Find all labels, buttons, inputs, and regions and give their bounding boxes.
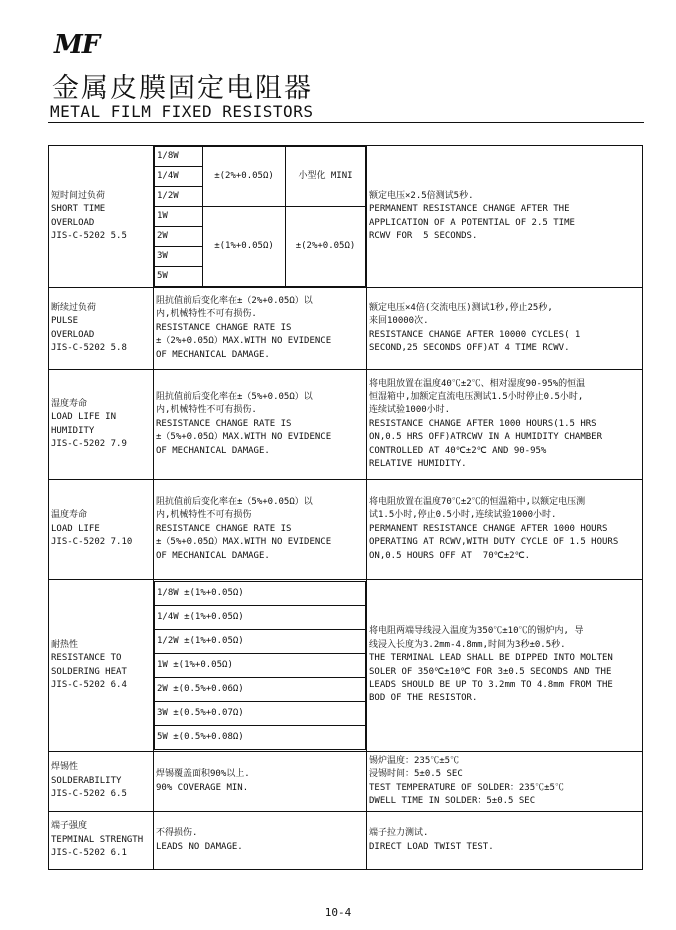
requirement-text: ±（5%+0.05Ω）MAX.WITH NO EVIDENCE xyxy=(156,537,332,548)
test-name-cn: 端子强度 xyxy=(51,821,88,832)
requirement-text: 90% COVERAGE MIN. xyxy=(156,782,249,793)
condition-text: BOD OF THE RESISTOR. xyxy=(369,693,478,704)
condition-text: RELATIVE HUMIDITY. xyxy=(369,459,467,470)
condition-text: 将电阻放置在温度70℃±2℃的恒温箱中,以额定电压测 xyxy=(369,496,586,507)
condition-text: PERMANENT RESISTANCE CHANGE AFTER 1000 HOURS xyxy=(369,523,608,534)
test-name-en: LOAD LIFE IN xyxy=(51,412,117,423)
table-row xyxy=(49,752,643,812)
test-name-cn: 耐热性 xyxy=(51,639,79,650)
condition-text: 恒湿箱中,加额定直流电压测试1.5小时停止0.5小时, xyxy=(369,391,584,402)
condition-text: DIRECT LOAD TWIST TEST. xyxy=(369,841,494,852)
requirement-text: 内,机械特性不可有损伤. xyxy=(156,309,257,320)
wattage-label: 5W xyxy=(155,267,203,287)
wattage-grid xyxy=(154,146,366,287)
requirement-text: ±（2%+0.05Ω）MAX.WITH NO EVIDENCE xyxy=(156,336,332,347)
test-name-cell xyxy=(49,812,154,870)
test-name-en: SOLDERABILITY xyxy=(51,775,122,786)
table-row xyxy=(49,480,643,580)
condition-text: RESISTANCE CHANGE AFTER 1000 HOURS(1.5 HRS xyxy=(369,418,597,429)
condition-cell xyxy=(367,480,643,580)
requirement-text: 阻抗值前后变化率在±（2%+0.05Ω）以 xyxy=(156,295,313,306)
tolerance-value: ±(1%+0.05Ω) xyxy=(203,207,286,287)
requirement-text: 内,机械特性不可有损伤. xyxy=(156,405,257,416)
condition-text: 试1.5小时,停止0.5小时,连续试验1000小时. xyxy=(369,510,557,521)
test-name-en: SHORT TIME xyxy=(51,204,106,215)
wattage-tolerance-list xyxy=(154,581,366,750)
wattage-tolerance: 5W ±(0.5%+0.08Ω) xyxy=(155,726,366,750)
test-name-cn: 温度寿命 xyxy=(51,510,88,521)
requirement-text: LEADS NO DAMAGE. xyxy=(156,841,243,852)
brand-logo: MF xyxy=(54,30,100,60)
condition-text: 额定电压×2.5倍测试5秒. xyxy=(369,190,474,201)
table-row xyxy=(49,370,643,480)
tolerance-value-mini: ±(2%+0.05Ω) xyxy=(286,207,366,287)
requirement-cell xyxy=(154,288,367,370)
wattage-label: 1/4W xyxy=(155,167,203,187)
requirement-text: 内,机械特性不可有损伤 xyxy=(156,510,252,521)
condition-cell xyxy=(367,752,643,812)
test-name-cn: 短时间过负荷 xyxy=(51,190,106,201)
test-name-en: HUMIDITY xyxy=(51,425,95,436)
wattage-label: 3W xyxy=(155,247,203,267)
page-number: 10-4 xyxy=(324,906,352,919)
condition-text: 线浸入长度为3.2mm-4.8mm,时间为3秒±0.5秒. xyxy=(369,639,566,650)
wattage-label: 2W xyxy=(155,227,203,247)
test-name-cn: 湿度寿命 xyxy=(51,398,88,409)
size-label: 小型化 MINI xyxy=(286,147,366,207)
test-name-cell xyxy=(49,480,154,580)
wattage-tolerance: 1/8W ±(1%+0.05Ω) xyxy=(155,582,366,606)
condition-text: 将电阻两端导线浸入温度为350℃±10℃的锡炉内, 导 xyxy=(369,626,584,637)
condition-text: OPERATING AT RCWV,WITH DUTY CYCLE OF 1.5 HOURS xyxy=(369,537,619,548)
table-row xyxy=(49,812,643,870)
wattage-label: 1W xyxy=(155,207,203,227)
requirement-text: ±（5%+0.05Ω）MAX.WITH NO EVIDENCE xyxy=(156,432,332,443)
condition-text: SECOND,25 SECONDS OFF)AT 4 TIME RCWV. xyxy=(369,342,570,353)
wattage-tolerance: 3W ±(0.5%+0.07Ω) xyxy=(155,702,366,726)
test-name-cell xyxy=(49,370,154,480)
wattage-tolerance: 1W ±(1%+0.05Ω) xyxy=(155,654,366,678)
test-name-en: TEPMINAL STRENGTH xyxy=(51,834,144,845)
condition-text: 来回10000次. xyxy=(369,316,429,327)
requirement-text: 焊锡覆盖面积90%以上. xyxy=(156,769,250,780)
title-divider xyxy=(48,122,644,123)
standard-ref: JIS-C-5202 7.10 xyxy=(51,537,133,548)
test-name-cell xyxy=(49,146,154,288)
tolerance-value: ±(2%+0.05Ω) xyxy=(203,147,286,207)
test-name-en: OVERLOAD xyxy=(51,217,95,228)
requirement-text: 阻抗值前后变化率在±（5%+0.05Ω）以 xyxy=(156,391,313,402)
page-title-chinese: 金属皮膜固定电阻器 xyxy=(52,73,313,104)
requirement-cell xyxy=(154,752,367,812)
test-name-cn: 断续过负荷 xyxy=(51,302,97,313)
requirement-text: OF MECHANICAL DAMAGE. xyxy=(156,445,270,456)
wattage-tolerance: 2W ±(0.5%+0.06Ω) xyxy=(155,678,366,702)
standard-ref: JIS-C-5202 7.9 xyxy=(51,438,127,449)
spec-table xyxy=(48,145,643,870)
wattage-tolerance: 1/2W ±(1%+0.05Ω) xyxy=(155,630,366,654)
condition-text: 连续试验1000小时. xyxy=(369,405,451,416)
condition-text: 额定电压×4倍(交流电压)测试1秒,停止25秒, xyxy=(369,302,553,313)
condition-cell xyxy=(367,812,643,870)
test-name-cell xyxy=(49,752,154,812)
test-name-en: SOLDERING HEAT xyxy=(51,666,127,677)
table-row xyxy=(49,288,643,370)
condition-text: 端子拉力测试. xyxy=(369,828,429,839)
condition-text: ON,0.5 HOURS OFF AT 70℃±2℃. xyxy=(369,550,531,561)
requirement-cell xyxy=(154,146,367,288)
requirement-cell xyxy=(154,812,367,870)
requirement-cell xyxy=(154,370,367,480)
condition-text: 锡炉温度：235℃±5℃ xyxy=(369,755,460,766)
wattage-label: 1/8W xyxy=(155,147,203,167)
condition-text: DWELL TIME IN SOLDER：5±0.5 SEC xyxy=(369,795,536,806)
requirement-text: 不得损伤. xyxy=(156,828,198,839)
condition-text: PERMANENT RESISTANCE CHANGE AFTER THE xyxy=(369,204,570,215)
requirement-text: RESISTANCE CHANGE RATE IS xyxy=(156,322,292,333)
condition-cell xyxy=(367,146,643,288)
test-name-cell xyxy=(49,580,154,752)
condition-text: RESISTANCE CHANGE AFTER 10000 CYCLES( 1 xyxy=(369,329,581,340)
condition-cell xyxy=(367,580,643,752)
test-name-cell xyxy=(49,288,154,370)
requirement-cell xyxy=(154,480,367,580)
requirement-text: RESISTANCE CHANGE RATE IS xyxy=(156,418,292,429)
test-name-cn: 焊锡性 xyxy=(51,762,79,773)
table-row xyxy=(49,146,643,288)
requirement-text: 阻抗值前后变化率在±（5%+0.05Ω）以 xyxy=(156,496,313,507)
standard-ref: JIS-C-5202 6.4 xyxy=(51,679,127,690)
standard-ref: JIS-C-5202 6.5 xyxy=(51,789,127,800)
wattage-label: 1/2W xyxy=(155,187,203,207)
condition-text: THE TERMINAL LEAD SHALL BE DIPPED INTO MOLTEN xyxy=(369,653,613,664)
wattage-tolerance: 1/4W ±(1%+0.05Ω) xyxy=(155,606,366,630)
standard-ref: JIS-C-5202 6.1 xyxy=(51,848,127,859)
standard-ref: JIS-C-5202 5.5 xyxy=(51,230,127,241)
requirement-text: OF MECHANICAL DAMAGE. xyxy=(156,349,270,360)
condition-text: ON,0.5 HRS OFF)ATRCWV IN A HUMIDITY CHAMBER xyxy=(369,432,602,443)
standard-ref: JIS-C-5202 5.8 xyxy=(51,342,127,353)
test-name-en: OVERLOAD xyxy=(51,329,95,340)
test-name-en: PULSE xyxy=(51,316,79,327)
condition-text: 浸锡时间：5±0.5 SEC xyxy=(369,769,463,780)
test-name-en: RESISTANCE TO xyxy=(51,653,122,664)
requirement-text: RESISTANCE CHANGE RATE IS xyxy=(156,523,292,534)
test-name-en: LOAD LIFE xyxy=(51,523,100,534)
condition-cell xyxy=(367,370,643,480)
requirement-text: OF MECHANICAL DAMAGE. xyxy=(156,550,270,561)
condition-text: SOLER OF 350℃±10℃ FOR 3±0.5 SECONDS AND THE xyxy=(369,666,612,677)
condition-text: TEST TEMPERATURE OF SOLDER：235℃±5℃ xyxy=(369,782,564,793)
requirement-cell xyxy=(154,580,367,752)
condition-text: APPLICATION OF A POTENTIAL OF 2.5 TIME xyxy=(369,217,575,228)
table-row xyxy=(49,580,643,752)
condition-text: CONTROLLED AT 40℃±2℃ AND 90-95% xyxy=(369,445,547,456)
condition-cell xyxy=(367,288,643,370)
condition-text: 将电阻放置在温度40℃±2℃、相对湿度90-95%的恒温 xyxy=(369,378,586,389)
page-title-english: METAL FILM FIXED RESISTORS xyxy=(50,102,314,121)
condition-text: LEADS SHOULD BE UP TO 3.2mm TO 4.8mm FROM THE xyxy=(369,679,613,690)
condition-text: RCWV FOR 5 SECONDS. xyxy=(369,230,478,241)
